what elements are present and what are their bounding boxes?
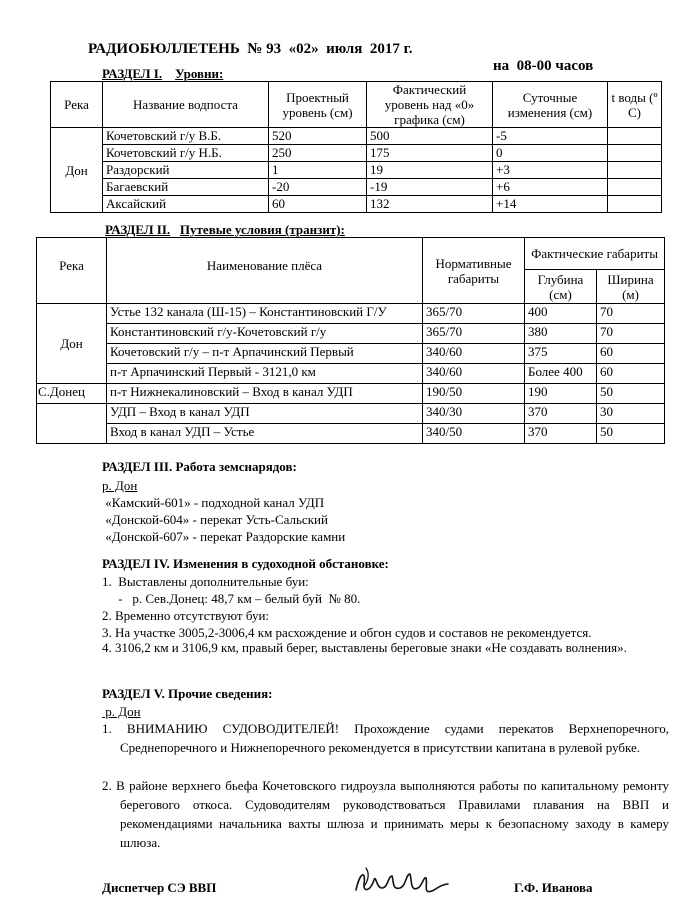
col-daily-change: Суточные изменения (см) <box>493 82 608 128</box>
table-row <box>51 128 662 145</box>
route-conditions-table <box>36 237 665 444</box>
width-cell: 60 <box>597 344 665 364</box>
width-cell: 50 <box>597 384 665 404</box>
table-row <box>37 344 665 364</box>
river-cell: С.Донец <box>37 384 107 404</box>
river-cell: Дон <box>51 128 103 213</box>
design-cell: 520 <box>269 128 367 145</box>
dredger-line: «Донской-607» - перекат Раздорские камни <box>102 529 346 544</box>
normative-cell: 340/60 <box>423 364 525 384</box>
width-cell: 70 <box>597 324 665 344</box>
section2-heading <box>105 222 345 238</box>
dispatcher-name: Г.Ф. Иванова <box>514 880 593 895</box>
reach-cell: п-т Арпачинский Первый - 3121,0 км <box>107 364 423 384</box>
temp-cell <box>608 128 662 145</box>
table-row <box>37 364 665 384</box>
section2-title: Путевые условия (транзит): <box>179 222 345 237</box>
daily-cell: -5 <box>493 128 608 145</box>
section5-river <box>102 703 141 720</box>
normative-cell: 340/60 <box>423 344 525 364</box>
col-design-level: Проектный уровень (см) <box>269 82 367 128</box>
temp-cell <box>608 196 662 213</box>
temp-cell <box>608 179 662 196</box>
table-row <box>51 162 662 179</box>
reach-cell: Константиновский г/у-Кочетовский г/у <box>107 324 423 344</box>
normative-cell: 365/70 <box>423 304 525 324</box>
col-normative: Нормативные габариты <box>423 238 525 304</box>
river-cell: Дон <box>37 304 107 384</box>
actual-cell: -19 <box>367 179 493 196</box>
col-reach: Наименование плёса <box>107 238 423 304</box>
reach-cell: п-т Нижнекалиновский – Вход в канал УДП <box>107 384 423 404</box>
levels-table <box>50 81 662 213</box>
reach-cell: Кочетовский г/у – п-т Арпачинский Первый <box>107 344 423 364</box>
depth-cell: 375 <box>525 344 597 364</box>
section4-heading: РАЗДЕЛ IV. Изменения в судоходной обстановке: <box>102 556 389 571</box>
section4-body <box>102 573 592 641</box>
section1-title: Уровни: <box>175 66 224 81</box>
daily-cell: 0 <box>493 145 608 162</box>
design-cell: -20 <box>269 179 367 196</box>
actual-cell: 132 <box>367 196 493 213</box>
dredger-line: «Камский-601» - подходной канал УДП <box>102 495 325 510</box>
info-item-2: 2. В районе верхнего бьефа Кочетовского гидроузла выполняются работы по капитальному ремонту берегового откоса. Судоводителям руководствоваться Правилами плавания на ВВП и рекомендациями начальника вахты шлюза и принимать меры к безопасному заходу в камеру шлюза. <box>102 778 669 850</box>
actual-cell: 175 <box>367 145 493 162</box>
post-cell: Аксайский <box>103 196 269 213</box>
table-row <box>51 145 662 162</box>
section5-heading: РАЗДЕЛ V. Прочие сведения: <box>102 686 273 701</box>
depth-cell: 380 <box>525 324 597 344</box>
col-river: Река <box>51 82 103 128</box>
daily-cell: +6 <box>493 179 608 196</box>
notice-item: 2. Временно отсутствуют буи: <box>102 608 270 623</box>
width-cell: 70 <box>597 304 665 324</box>
depth-cell: 370 <box>525 404 597 424</box>
post-cell: Раздорский <box>103 162 269 179</box>
normative-cell: 365/70 <box>423 324 525 344</box>
table-row <box>37 324 665 344</box>
notice-item: 1. Выставлены дополнительные буи: <box>102 574 309 589</box>
post-cell: Кочетовский г/у Н.Б. <box>103 145 269 162</box>
section3-heading: РАЗДЕЛ III. Работа земснарядов: <box>102 459 297 474</box>
temp-cell <box>608 162 662 179</box>
section2-number: РАЗДЕЛ II. <box>105 222 171 237</box>
width-cell: 50 <box>597 424 665 444</box>
reach-cell: УДП – Вход в канал УДП <box>107 404 423 424</box>
width-cell: 60 <box>597 364 665 384</box>
depth-cell: 400 <box>525 304 597 324</box>
reach-cell: Вход в канал УДП – Устье <box>107 424 423 444</box>
daily-cell: +3 <box>493 162 608 179</box>
table-row <box>37 304 665 324</box>
actual-cell: 500 <box>367 128 493 145</box>
normative-cell: 340/30 <box>423 404 525 424</box>
post-cell: Багаевский <box>103 179 269 196</box>
depth-cell: Более 400 <box>525 364 597 384</box>
col-water-temp: t воды (º С) <box>608 82 662 128</box>
section1-heading <box>102 66 223 82</box>
depth-cell: 370 <box>525 424 597 444</box>
river-cell-empty <box>37 404 107 444</box>
table-row <box>51 196 662 213</box>
col-actual-dimensions: Фактические габариты <box>525 238 665 270</box>
reach-cell: Устье 132 канала (Ш-15) – Константиновский Г/У <box>107 304 423 324</box>
notice-subitem: - р. Сев.Донец: 48,7 км – белый буй № 80. <box>102 591 361 606</box>
col-depth: Глубина (см) <box>525 270 597 304</box>
bulletin-time: на 08-00 часов <box>493 58 594 74</box>
normative-cell: 340/50 <box>423 424 525 444</box>
width-cell: 30 <box>597 404 665 424</box>
section3-river: р. Дон <box>102 478 138 493</box>
bulletin-title: РАДИОБЮЛЛЕТЕНЬ № 93 «02» июля 2017 г. <box>88 41 413 57</box>
info-item-1: 1. ВНИМАНИЮ СУДОВОДИТЕЛЕЙ! Прохождение судами перекатов Верхнепоречного, Среднепоречного и Нижнепоречного рекомендуется в присутствии капитана в рулевой рубке. <box>102 721 669 755</box>
design-cell: 1 <box>269 162 367 179</box>
col-actual-level: Фактический уровень над «0» графика (см) <box>367 82 493 128</box>
actual-cell: 19 <box>367 162 493 179</box>
table-row <box>37 404 665 424</box>
table-row <box>37 384 665 404</box>
daily-cell: +14 <box>493 196 608 213</box>
temp-cell <box>608 145 662 162</box>
dispatcher-position: Диспетчер СЭ ВВП <box>102 880 217 895</box>
section3-body <box>102 477 345 545</box>
notice-item: 3. На участке 3005,2-3006,4 км расхождение и обгон судов и составов не рекомендуется. <box>102 625 592 640</box>
depth-cell: 190 <box>525 384 597 404</box>
col-width: Ширина (м) <box>597 270 665 304</box>
col-river: Река <box>37 238 107 304</box>
dredger-line: «Донской-604» - перекат Усть-Сальский <box>102 512 328 527</box>
col-post: Название водпоста <box>103 82 269 128</box>
table-row <box>37 424 665 444</box>
notice-item-4: 4. 3106,2 км и 3106,9 км, правый берег, выставлены береговые знаки «Не создавать волнения». <box>102 640 627 655</box>
signature-image <box>352 866 452 900</box>
normative-cell: 190/50 <box>423 384 525 404</box>
table-row <box>51 179 662 196</box>
section5-river-label: р. Дон <box>102 704 141 719</box>
section1-number: РАЗДЕЛ I. <box>102 66 163 81</box>
design-cell: 250 <box>269 145 367 162</box>
post-cell: Кочетовский г/у В.Б. <box>103 128 269 145</box>
design-cell: 60 <box>269 196 367 213</box>
